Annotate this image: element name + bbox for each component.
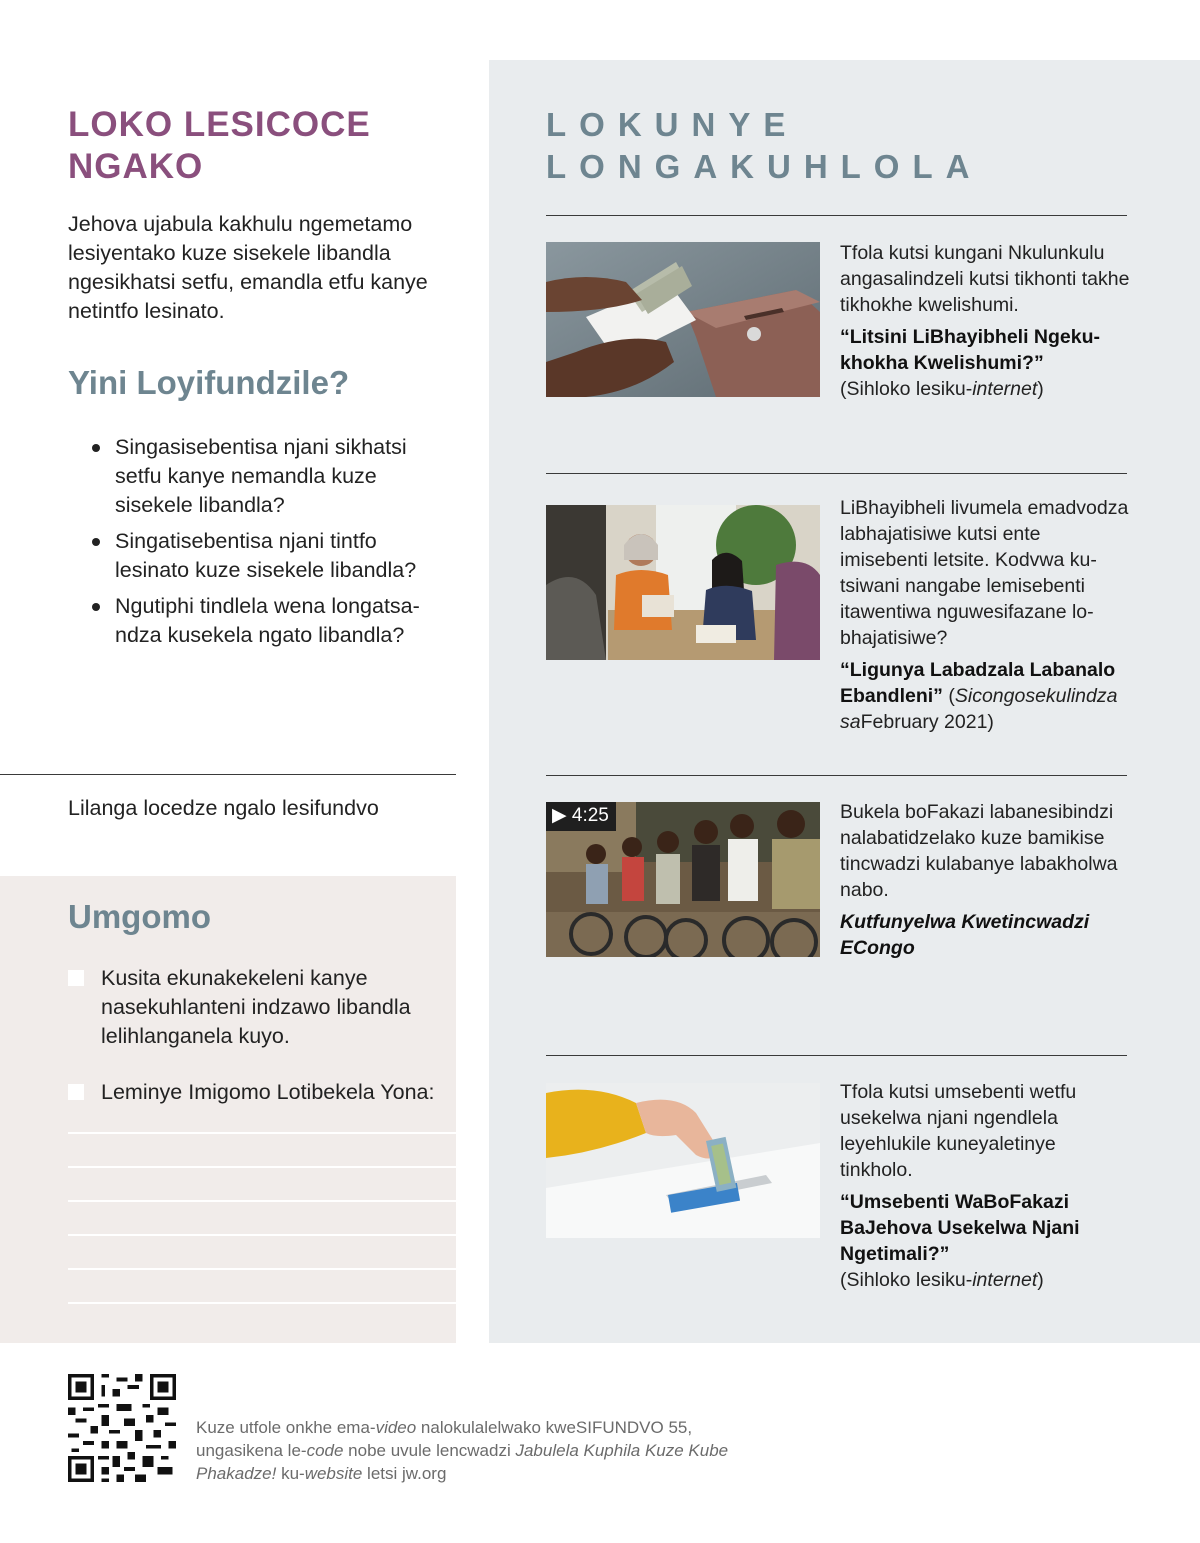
summary-title-line2: NGAKO — [68, 147, 204, 186]
write-in-line[interactable] — [68, 1132, 456, 1134]
explore-title — [546, 104, 1166, 188]
explore-item-title[interactable]: Kutfunyelwa Kwetincwadzi ECongo — [840, 911, 1090, 959]
goal-item — [68, 964, 448, 1051]
explore-item-title[interactable]: “Ligunya Labadzala Labanalo Ebandleni” — [840, 659, 1116, 707]
checkbox-icon[interactable] — [68, 1084, 84, 1100]
goal-text: Kusita ekunakekeleni kanye nasekuhlanteni indzawo libandla lelihlanganela kuyo. — [101, 966, 411, 1048]
write-in-line[interactable] — [68, 1302, 456, 1304]
hand-donation-slot-image — [546, 1083, 820, 1238]
video-duration-badge: ▶ 4:25 — [546, 802, 616, 831]
explore-item-1 — [840, 240, 1130, 402]
explore-item-description: Tfola kutsi kungani Nkulunkulu angasalindzeli kutsi tikhonti takhe tikhokhe kwelishumi. — [840, 242, 1130, 316]
goal-item — [68, 1078, 448, 1107]
women-bible-study-image — [546, 505, 820, 660]
summary-text: Jehova ujabula kakhulu ngemetamo lesiyentako kuze sisekele libandla ngesikhatsi setfu, emandla etfu kanye netintfo lesinato. — [68, 212, 428, 323]
explore-item-source: (Sicongosekulindza saFebruary 2021) — [840, 685, 1118, 733]
explore-item-title[interactable]: “Umsebenti WaBoFakazi BaJehova Usekelwa Njani Ngetimali?” — [840, 1191, 1080, 1265]
review-question-text: Singasisebentisa njani sikhatsi setfu kanye nemandla kuze sisekele libandla? — [115, 435, 407, 517]
review-title: Yini Loyifundzile? — [68, 364, 350, 401]
explore-item-source: (Sihloko lesiku-internet) — [840, 378, 1044, 400]
goals-title: Umgomo — [68, 898, 211, 935]
write-in-line[interactable] — [68, 1200, 456, 1202]
explore-title-line1: LOKUNYE — [546, 106, 799, 143]
envelope-donation-box-image — [546, 242, 820, 397]
write-in-line[interactable] — [68, 1166, 456, 1168]
explore-item-image[interactable] — [546, 505, 820, 660]
completion-date-label: Lilanga locedze ngalo lesifundvo — [68, 796, 379, 820]
divider — [546, 473, 1127, 474]
explore-item-description: LiBhayibheli livumela emadvodza labhajatisiwe kutsi ente imisebenti letsite. Kodvwa kutsiwani nangabe lemisebenti itawentiwa nguwesifazane lobhajatisiwe? — [840, 497, 1129, 649]
explore-item-image[interactable] — [546, 1083, 820, 1238]
write-in-line[interactable] — [68, 1234, 456, 1236]
review-question — [92, 433, 452, 520]
bullet-icon — [92, 603, 100, 611]
explore-item-video[interactable] — [546, 802, 820, 957]
explore-item-source: (Sihloko lesiku-internet) — [840, 1269, 1044, 1291]
review-question-list — [92, 433, 452, 657]
review-question-text: Ngutiphi tindlela wena longatsandza kusekela ngato libandla? — [115, 594, 420, 647]
summary-title-line1: LOKO LESICOCE — [68, 105, 371, 144]
review-question — [92, 527, 452, 585]
qr-code-icon[interactable] — [68, 1374, 176, 1482]
explore-item-title[interactable]: “Litsini LiBhayibheli Ngekukhokha Kwelishumi?” — [840, 326, 1101, 374]
explore-item-4 — [840, 1079, 1130, 1293]
divider — [546, 215, 1127, 216]
write-in-line[interactable] — [68, 1268, 456, 1270]
bullet-icon — [92, 538, 100, 546]
checkbox-icon[interactable] — [68, 970, 84, 986]
explore-item-image[interactable] — [546, 242, 820, 397]
goals-panel — [0, 876, 456, 1343]
explore-item-3 — [840, 799, 1130, 961]
bullet-icon — [92, 444, 100, 452]
divider — [546, 775, 1127, 776]
review-question — [92, 592, 452, 650]
review-question-text: Singatisebentisa njani tintfo lesinato kuze sisekele libandla? — [115, 529, 417, 582]
explore-item-description: Bukela boFakazi labanesibindzi nalabatidzelako kuze bamikise tincwadzi kulabanye labakholwa nabo. — [840, 801, 1118, 901]
divider — [0, 774, 456, 775]
explore-item-description: Tfola kutsi umsebenti wetfu usekelwa njani ngendlela leyehlukile kuneyaletinye tinkholo. — [840, 1081, 1077, 1181]
footer-note: Kuze utfole onkhe ema-video nalokulalelwako kweSIFUNDVO 55, ungasikena le-code nobe uvule lencwadzi Jabulela Kuphila Kuze Kube Phakadze! ku-website letsi jw.org — [196, 1418, 729, 1483]
goal-text: Leminye Imigomo Lotibekela Yona: — [101, 1080, 435, 1104]
explore-title-line2: LONGAKUHLOLA — [546, 148, 983, 185]
explore-item-2 — [840, 495, 1130, 735]
summary-title — [68, 104, 468, 188]
divider — [546, 1055, 1127, 1056]
